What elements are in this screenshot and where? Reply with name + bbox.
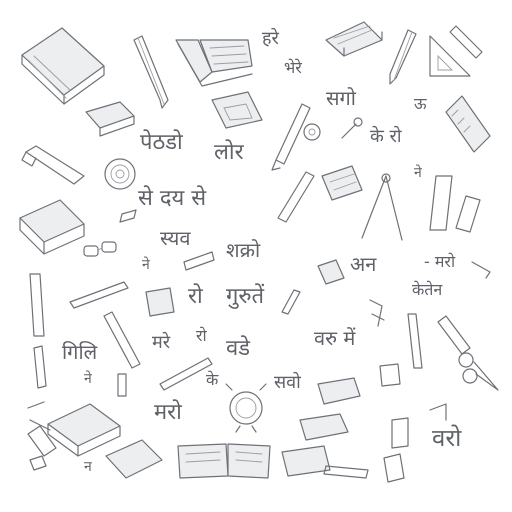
marker-icon: [272, 104, 310, 170]
alarm-clock-icon: [226, 384, 266, 432]
eraser-icon: [318, 260, 490, 284]
doodle-word: स्यव: [160, 226, 191, 250]
pen-icon: [278, 172, 314, 222]
crayon-icon: [120, 210, 214, 273]
doodle-word: से दय से: [138, 186, 207, 211]
pencil-case-icon: [326, 22, 382, 56]
closed-book-icon: [22, 28, 104, 104]
doodle-word: हरे: [262, 28, 279, 49]
doodle-word: सगो: [326, 86, 356, 110]
doodle-word: के: [206, 370, 219, 389]
doodle-word: रो: [188, 284, 203, 309]
pencil-icon: [118, 358, 212, 396]
pen-icon: [30, 274, 46, 388]
doodle-word: न: [84, 459, 92, 475]
eraser-icon: [324, 466, 368, 478]
doodle-word: - मरो: [424, 252, 456, 271]
doodle-word: वरो: [432, 424, 462, 452]
triangle-ruler-icon: [430, 26, 482, 76]
notebook-stack-icon: [106, 440, 162, 478]
doodle-word: लोर: [214, 140, 244, 165]
doodle-word: के रो: [370, 126, 402, 147]
ruler-icon: [446, 96, 490, 152]
marker-icon: [384, 404, 446, 482]
doodle-word: ने: [142, 257, 150, 273]
pencil-icon: [134, 36, 168, 108]
picture-card-icon: [212, 92, 262, 128]
doodle-word: गिलि: [62, 340, 98, 364]
tape-roll-icon: [304, 118, 362, 140]
doodle-word: भेरे: [284, 58, 302, 77]
pencil-icon: [70, 282, 140, 368]
sharpener-icon: [318, 364, 400, 404]
doodle-word: ऊ: [414, 94, 427, 113]
paint-tube-icon: [28, 426, 56, 470]
doodle-word: गुरुतें: [226, 284, 265, 309]
doodle-word: रो: [196, 326, 207, 345]
doodle-word: मरे: [152, 332, 171, 353]
pen-icon: [390, 30, 416, 84]
doodle-word: शक्रो: [226, 238, 261, 262]
eraser-icon: [86, 102, 134, 136]
doodle-word: वरु में: [314, 326, 356, 350]
open-book-icon: [178, 444, 270, 478]
glue-stick-icon: [22, 146, 84, 184]
notebook-stack-icon: [20, 200, 84, 254]
scissors-icon: [459, 353, 498, 390]
pencil-case-icon: [322, 166, 362, 200]
doodle-word: मरो: [154, 400, 182, 425]
picture-card-icon: [146, 288, 174, 316]
doodle-word: केतेन: [412, 280, 443, 299]
doodle-word: ने: [84, 371, 92, 387]
doodle-word: वडे: [226, 336, 251, 361]
doodle-word: अन: [350, 252, 377, 276]
clip-icon: [370, 300, 384, 326]
glasses-icon: [84, 242, 116, 256]
open-book-icon: [176, 40, 252, 86]
compass-icon: [362, 174, 402, 240]
doodle-word: ने: [414, 165, 422, 181]
tape-roll-icon: [105, 159, 135, 189]
doodle-word: पेठडो: [140, 130, 183, 155]
marker-icon: [430, 176, 480, 232]
doodle-word: सवो: [274, 372, 301, 393]
pen-icon: [282, 290, 470, 368]
